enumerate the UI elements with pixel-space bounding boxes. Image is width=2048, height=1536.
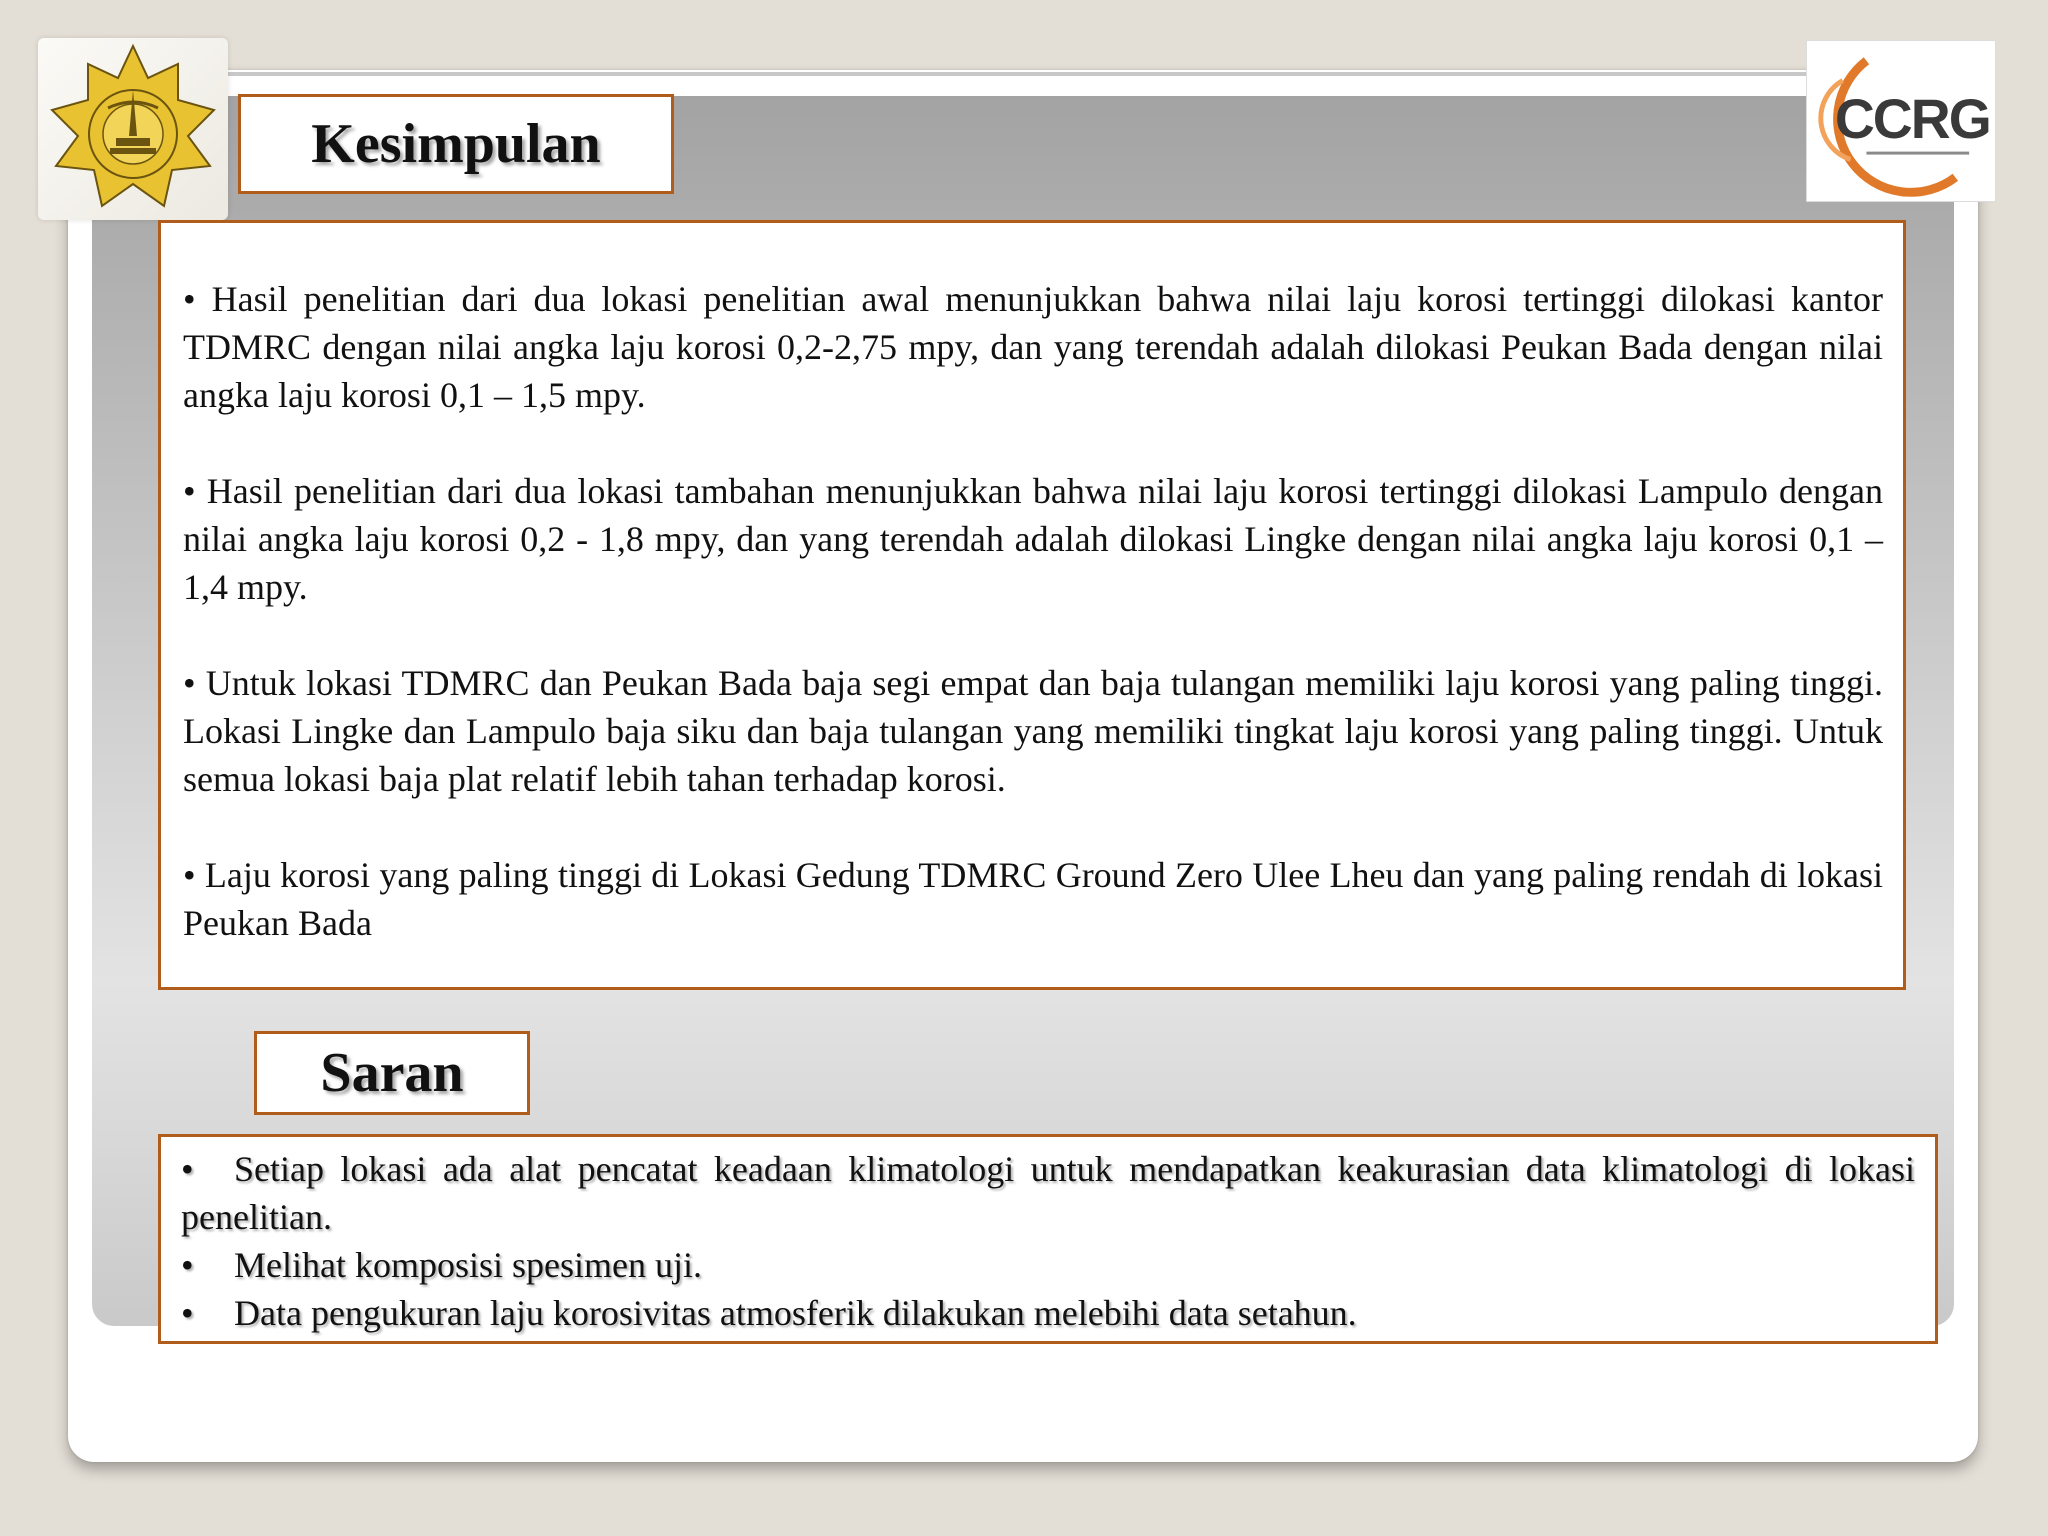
kesimpulan-title: Kesimpulan (238, 94, 674, 194)
saran-item-text: Melihat komposisi spesimen uji. (234, 1245, 702, 1285)
saran-item-2 (181, 1241, 1915, 1289)
saran-title: Saran (254, 1031, 530, 1115)
saran-item-1 (181, 1145, 1915, 1241)
svg-text:CCRG: CCRG (1834, 87, 1990, 150)
kesimpulan-item-2: • Hasil penelitian dari dua lokasi tambahan menunjukkan bahwa nilai laju korosi tertinggi dilokasi Lampulo dengan nilai angka laju korosi 0,2 - 1,8 mpy, dan yang terendah adalah dilokasi Lingke dengan nilai angka laju korosi 0,1 – 1,4 mpy. (183, 471, 1883, 607)
bullet-icon: • (181, 1293, 194, 1333)
university-logo (38, 38, 228, 220)
ccrg-logo-icon (1807, 41, 1995, 201)
kesimpulan-item-1: • Hasil penelitian dari dua lokasi penelitian awal menunjukkan bahwa nilai laju korosi tertinggi dilokasi kantor TDMRC dengan nilai angka laju korosi 0,2-2,75 mpy, dan yang terendah adalah dilokasi Peukan Bada dengan nilai angka laju korosi 0,1 – 1,5 mpy. (183, 279, 1883, 415)
saran-item-3 (181, 1289, 1915, 1337)
saran-box (158, 1134, 1938, 1344)
kesimpulan-item-4: • Laju korosi yang paling tinggi di Lokasi Gedung TDMRC Ground Zero Ulee Lheu dan yang paling rendah di lokasi Peukan Bada (183, 855, 1883, 943)
saran-item-text: Setiap lokasi ada alat pencatat keadaan klimatologi untuk mendapatkan keakurasian data klimatologi di lokasi penelitian. (181, 1149, 1915, 1237)
bullet-icon: • (181, 1149, 194, 1189)
saran-item-text: Data pengukuran laju korosivitas atmosferik dilakukan melebihi data setahun. (234, 1293, 1357, 1333)
ccrg-logo (1806, 40, 1996, 202)
bullet-icon: • (181, 1245, 194, 1285)
unsyiah-emblem-icon (38, 38, 228, 220)
kesimpulan-item-3: • Untuk lokasi TDMRC dan Peukan Bada baja segi empat dan baja tulangan memiliki laju korosi yang paling tinggi. Lokasi Lingke dan Lampulo baja siku dan baja tulangan yang memiliki tingkat laju korosi yang paling tinggi. Untuk semua lokasi baja plat relatif lebih tahan terhadap korosi. (183, 663, 1883, 799)
top-divider (218, 72, 1810, 76)
kesimpulan-box (158, 220, 1906, 990)
